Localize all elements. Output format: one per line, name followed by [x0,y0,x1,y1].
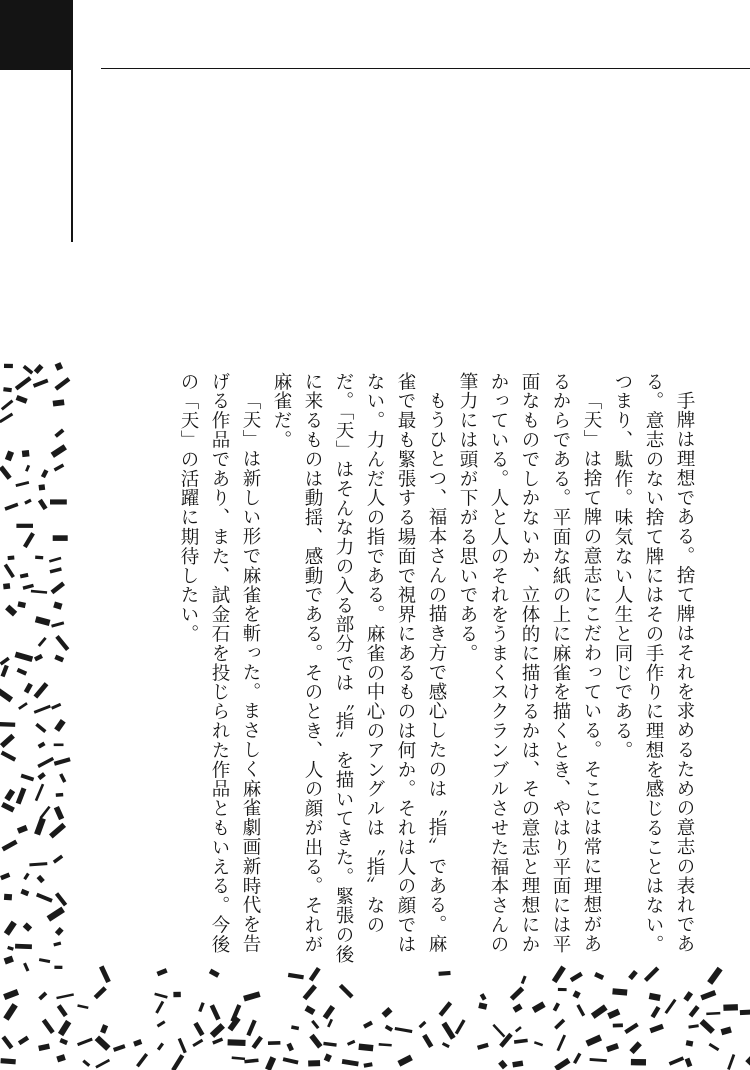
brush-stroke-mark [35,616,51,626]
article-text-column [80,372,700,970]
brush-stroke-mark [82,1059,90,1066]
brush-stroke-mark [265,1056,276,1070]
brush-stroke-mark [59,1038,68,1045]
brush-stroke-mark [395,1027,413,1033]
brush-stroke-mark [95,1059,110,1069]
brush-stroke-mark [232,1056,245,1060]
brush-stroke-mark [49,823,66,839]
brush-stroke-mark [553,1002,560,1011]
brush-stroke-mark [723,1004,738,1011]
brush-stroke-mark [0,1058,15,1064]
brush-stroke-mark [573,990,581,998]
brush-stroke-mark [40,806,51,819]
brush-stroke-mark [57,1004,68,1017]
brush-stroke-mark [53,399,65,406]
brush-stroke-mark [422,1034,433,1048]
brush-stroke-mark [455,1019,466,1034]
article-paragraph-4: 「天」は新しい形で麻雀を斬った。まさしく麻雀劇画新時代を告げる作品であり、また、試金石を投じられた作品ともいえる。今後の「天」の活躍に期待したい。 [178,372,261,954]
brush-stroke-mark [309,1034,322,1049]
brush-stroke-mark [480,993,487,1001]
brush-stroke-mark [706,1012,720,1015]
brush-stroke-mark [323,1005,335,1019]
brush-stroke-mark [286,1043,293,1052]
brush-stroke-mark [33,682,48,698]
brush-stroke-mark [50,567,62,573]
brush-stroke-mark [210,1023,225,1038]
brush-stroke-mark [25,465,30,472]
brush-stroke-mark [77,1004,88,1009]
brush-stroke-mark [23,584,34,590]
brush-stroke-mark [515,1026,522,1032]
brush-stroke-mark [54,757,71,766]
brush-stroke-mark [39,958,50,963]
brush-stroke-mark [54,744,64,747]
brush-stroke-mark [612,988,627,995]
brush-stroke-mark [157,1020,166,1027]
brush-stroke-mark [212,1037,223,1044]
brush-stroke-mark [1,400,14,411]
brush-stroke-mark [607,1009,620,1019]
brush-stroke-mark [54,719,66,732]
brush-stroke-mark [37,875,45,883]
brush-stroke-mark [16,787,27,804]
brush-stroke-mark [688,1024,699,1028]
brush-stroke-mark [311,1020,319,1029]
brush-stroke-mark [15,652,34,662]
brush-stroke-mark [700,990,716,1000]
brush-stroke-mark [20,889,29,896]
brush-stroke-mark [178,1038,187,1053]
brush-stroke-mark [37,757,54,768]
brush-stroke-mark [594,972,604,980]
brush-stroke-mark [37,772,45,780]
brush-stroke-mark [342,1059,359,1066]
brush-stroke-mark [59,773,66,783]
brush-stroke-mark [323,1042,337,1047]
brush-stroke-mark [173,992,180,998]
brush-stroke-mark [77,1038,93,1046]
brush-stroke-mark [38,484,45,490]
brush-stroke-mark [4,894,12,901]
brush-stroke-mark [54,377,70,391]
brush-stroke-mark [689,1005,700,1017]
brush-stroke-mark [686,1040,694,1047]
brush-stroke-mark [438,971,450,976]
brush-stroke-mark [3,1003,18,1021]
brush-stroke-mark [606,1043,619,1052]
brush-stroke-mark [51,621,64,627]
brush-stroke-mark [477,1043,489,1050]
brush-stroke-mark [339,984,354,999]
brush-stroke-mark [0,687,13,702]
brush-stroke-mark [23,532,35,548]
brush-stroke-mark [700,1019,715,1034]
brush-stroke-mark [5,450,14,461]
brush-stroke-mark [308,1060,320,1066]
brush-stroke-mark [651,1006,661,1018]
corner-vertical-rule [71,0,73,242]
brush-stroke-mark [54,463,65,471]
brush-stroke-mark [1,665,9,678]
brush-stroke-mark [685,1058,693,1068]
brush-stroke-mark [291,1025,299,1030]
brush-stroke-mark [558,988,567,991]
brush-stroke-mark [55,362,63,371]
brush-stroke-mark [154,993,167,999]
brush-stroke-mark [419,1021,427,1029]
brush-stroke-mark [230,1004,241,1022]
brush-stroke-mark [55,635,69,651]
brush-stroke-mark [133,1039,142,1047]
brush-stroke-mark [16,395,28,404]
brush-stroke-mark [513,1003,523,1012]
brush-stroke-mark [38,742,46,749]
brush-stroke-mark [3,387,12,392]
brush-stroke-mark [23,365,34,375]
brush-stroke-mark [1,802,15,813]
brush-stroke-mark [613,1023,623,1027]
brush-stroke-mark [24,683,33,694]
brush-stroke-mark [324,1053,332,1062]
brush-stroke-mark [510,987,524,1001]
brush-stroke-mark [54,428,64,437]
brush-stroke-mark [51,444,67,458]
brush-stroke-mark [288,973,304,980]
brush-stroke-mark [303,984,317,1000]
brush-stroke-mark [228,1016,241,1031]
brush-stroke-mark [4,503,18,511]
brush-stroke-mark [0,722,15,727]
brush-stroke-mark [243,991,260,1001]
brush-stroke-mark [669,1056,684,1065]
brush-stroke-mark [707,967,722,985]
brush-stroke-mark [4,956,14,965]
brush-stroke-mark [228,1039,246,1046]
brush-stroke-mark [53,855,63,864]
brush-stroke-mark [557,1034,567,1051]
brush-stroke-mark [36,893,53,903]
brush-stroke-mark [268,1041,281,1045]
brush-stroke-mark [20,573,29,578]
brush-stroke-mark [442,1042,450,1048]
brush-stroke-mark [0,413,13,423]
brush-stroke-mark [38,637,47,647]
brush-stroke-mark [29,862,47,866]
brush-stroke-mark [171,1054,184,1070]
brush-stroke-mark [113,1044,126,1052]
brush-stroke-mark [364,1062,373,1068]
brush-stroke-mark [740,1009,750,1015]
brush-stroke-mark [0,873,10,881]
brush-stroke-mark [41,469,49,478]
brush-stroke-mark [521,976,527,985]
brush-stroke-mark [649,993,661,1001]
brush-stroke-mark [7,946,14,951]
brush-stroke-mark [157,1042,164,1050]
brush-stroke-mark [56,1054,66,1062]
brush-stroke-mark [16,524,33,528]
brush-stroke-mark [1,1036,13,1050]
brush-stroke-mark [727,1054,735,1070]
brush-stroke-mark [15,376,32,390]
brush-stroke-mark [629,1041,641,1054]
brush-stroke-mark [382,1007,393,1018]
brush-stroke-mark [246,1019,256,1036]
brush-stroke-mark [591,1004,608,1018]
brush-stroke-mark [53,535,68,541]
brush-stroke-mark [397,1055,412,1067]
brush-stroke-mark [327,1019,333,1028]
brush-stroke-mark [18,702,28,710]
brush-stroke-mark [18,1036,29,1045]
brush-stroke-mark [709,1043,720,1051]
brush-stroke-mark [94,986,107,999]
brush-stroke-mark [576,1004,585,1016]
brush-stroke-mark [55,927,64,936]
brush-stroke-mark [573,1053,581,1064]
brush-stroke-mark [665,999,677,1014]
brush-stroke-mark [624,1023,639,1034]
brush-stroke-mark [22,450,30,457]
brush-stroke-mark [5,605,17,617]
brush-stroke-mark [35,784,44,802]
brush-stroke-mark [35,556,43,560]
brush-stroke-mark [192,1039,203,1047]
corner-black-block [0,0,73,70]
brush-stroke-mark [34,654,43,662]
brush-stroke-mark [683,991,693,1002]
brush-stroke-mark [51,703,61,710]
brush-stroke-mark [51,582,65,595]
brush-stroke-mark [155,1001,164,1014]
brush-stroke-mark [210,1004,221,1020]
brush-stroke-mark [585,1034,602,1046]
brush-stroke-mark [17,601,26,608]
header-horizontal-rule [101,68,750,69]
brush-stroke-mark [56,793,64,797]
brush-stroke-mark [4,921,17,936]
brush-stroke-mark [244,1058,258,1063]
brush-stroke-mark [34,364,44,374]
brush-stroke-mark [198,1002,204,1012]
brush-stroke-mark [252,1036,263,1049]
brush-stroke-mark [35,723,46,733]
brush-stroke-mark [379,1043,392,1047]
brush-stroke-mark [512,1061,523,1068]
article-paragraph-1: 手牌は理想である。捨て牌はそれを求めるための意志の表れである。意志のない捨て牌にはその手作りに理想を感じることはない。つまり、駄作。味気ない人生と同じである。 [612,372,695,954]
brush-stroke-mark [58,1020,71,1036]
brush-stroke-mark [4,364,13,368]
brush-stroke-mark [17,825,28,834]
brush-stroke-mark [4,789,15,801]
brush-stroke-mark [56,993,74,999]
brush-stroke-mark [31,590,47,594]
brush-stroke-mark [0,657,10,666]
brush-stroke-mark [385,1025,393,1032]
brush-stroke-mark [21,774,35,782]
brush-stroke-mark [439,1001,453,1016]
brush-stroke-mark [53,601,62,609]
brush-stroke-mark [38,1044,50,1052]
brush-stroke-mark [478,1002,487,1009]
brush-stroke-mark [628,970,638,980]
brush-stroke-mark [209,969,220,978]
brush-stroke-mark [47,907,65,922]
brush-stroke-mark [193,1022,204,1036]
brush-stroke-mark [649,1024,663,1034]
brush-stroke-mark [3,583,10,589]
brush-stroke-mark [570,972,583,982]
brush-stroke-mark [54,806,64,820]
brush-stroke-mark [2,840,18,852]
brush-stroke-mark [305,1005,316,1015]
brush-stroke-mark [492,1024,505,1038]
brush-stroke-mark [4,564,15,579]
brush-stroke-mark [347,1040,355,1046]
brush-stroke-mark [24,499,32,505]
brush-stroke-mark [55,892,67,906]
brush-stroke-mark [42,1019,55,1034]
brush-stroke-mark [1,751,17,762]
brush-stroke-mark [23,962,29,971]
brush-stroke-mark [100,1024,108,1034]
brush-stroke-mark [136,1053,148,1067]
brush-stroke-mark [49,557,61,563]
brush-stroke-mark [499,1033,513,1048]
brush-stroke-mark [34,817,46,835]
brush-stroke-mark [532,1001,546,1013]
brush-stroke-mark [745,1055,750,1066]
brush-stroke-mark [17,668,28,676]
brush-stroke-mark [590,1058,607,1062]
brush-stroke-mark [50,499,67,504]
brush-stroke-mark [358,1043,373,1051]
brush-stroke-mark [498,1060,507,1070]
brush-stroke-mark [34,705,51,714]
brush-stroke-mark [38,992,47,1001]
brush-stroke-mark [3,989,19,1000]
brush-stroke-mark [54,655,64,663]
brush-stroke-mark [53,942,61,947]
brush-stroke-mark [23,873,29,880]
brush-stroke-mark [283,1057,299,1064]
brush-stroke-mark [363,1021,373,1029]
brush-stroke-mark [0,734,15,748]
brush-stroke-mark [441,1022,455,1040]
brush-stroke-mark [95,1035,111,1050]
brush-stroke-mark [0,465,12,479]
brush-stroke-mark [23,922,32,931]
brush-stroke-mark [554,1058,570,1070]
brush-stroke-mark [38,499,48,510]
brush-stroke-mark [54,966,62,969]
article-paragraph-3: もうひとつ、福本さんの描き方で感心したのは〝指〟である。麻雀で最も緊張する場面で視界にあるものは何か。それは人の顔ではない。力んだ人の指である。麻雀の中心のアングルは〝指〟なのだ。「天」はそんな力の入る部分では〝指〟を描いてきた。緊張の後に来るものは動揺、感動である。そのとき、人の顔が出る。それが麻雀だ。 [271,372,447,965]
brush-stroke-mark [534,1041,543,1046]
brush-stroke-mark [721,1027,732,1036]
brush-stroke-mark [15,481,29,487]
article-paragraph-2: 「天」は捨て牌の意志にこだわっている。そこには常に理想があるからである。平面な紙の上に麻雀を描くとき、やはり平面には平面なものでしかないか、立体的に描けるかは、その意志と理想にかかっている。人と人のそれをうまくスクランブルさせた福本さんの筆力には頭が下がる思いである。 [457,372,602,954]
brush-stroke-mark [554,1019,565,1030]
brush-stroke-mark [514,1039,528,1044]
brush-stroke-mark [631,1059,646,1066]
brush-stroke-mark [33,379,49,388]
brush-stroke-mark [8,556,15,561]
brush-stroke-mark [15,944,32,949]
